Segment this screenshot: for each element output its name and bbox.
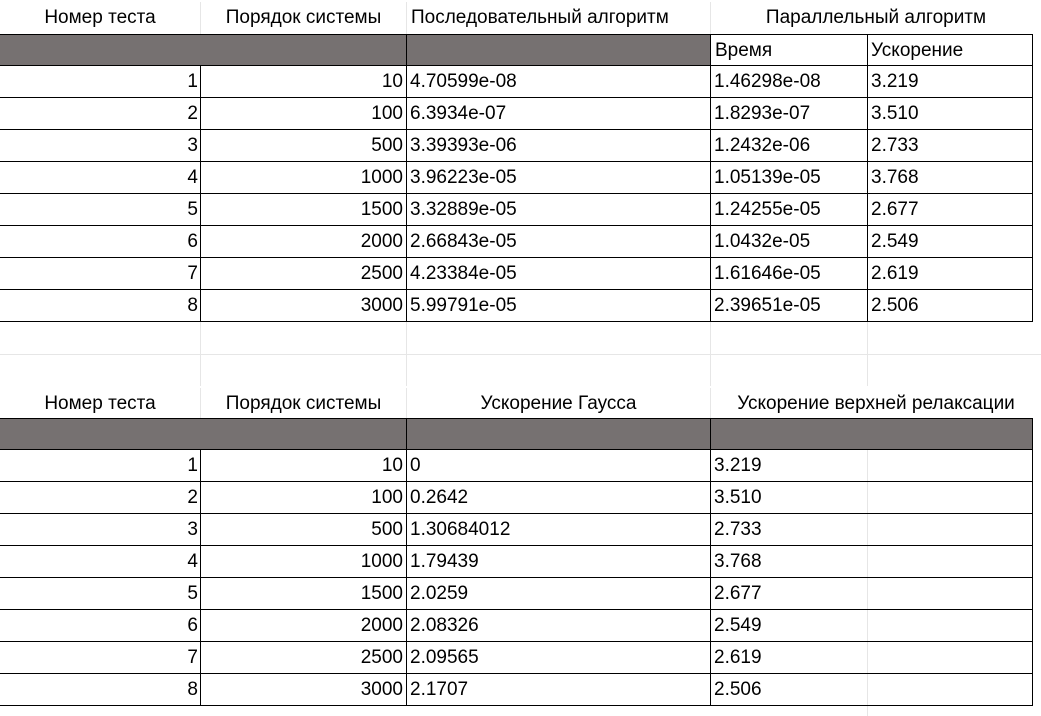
test-number-cell[interactable]: 7 (0, 258, 201, 290)
header-time[interactable]: Время (710, 34, 868, 66)
system-order-cell[interactable]: 10 (200, 450, 407, 482)
grey-band-cell[interactable] (711, 418, 1033, 450)
header-test-number-2[interactable]: Номер теста (44, 393, 156, 414)
sequential-time-cell[interactable]: 3.32889e-05 (406, 194, 711, 226)
system-order-cell[interactable]: 2000 (200, 226, 407, 258)
system-order-cell[interactable]: 100 (200, 482, 407, 514)
sequential-time-cell[interactable]: 6.3934e-07 (406, 98, 711, 130)
grey-band-cell[interactable] (407, 34, 710, 66)
sequential-time-cell[interactable]: 5.99791e-05 (406, 290, 711, 322)
test-number-cell[interactable]: 4 (0, 546, 201, 578)
test-number-cell[interactable]: 3 (0, 514, 201, 546)
system-order-cell[interactable]: 1000 (200, 546, 407, 578)
test-number-cell[interactable]: 7 (0, 642, 201, 674)
speedup-cell[interactable]: 2.677 (867, 194, 1033, 226)
system-order-cell[interactable]: 1500 (200, 578, 407, 610)
system-order-cell[interactable]: 10 (200, 66, 407, 98)
grey-band-cell[interactable] (0, 418, 201, 450)
header-gauss-speedup[interactable]: Ускорение Гаусса (406, 388, 710, 420)
parallel-time-cell[interactable]: 1.05139e-05 (710, 162, 868, 194)
relaxation-speedup-cell[interactable]: 3.219 (710, 450, 1033, 482)
parallel-time-cell[interactable]: 1.46298e-08 (710, 66, 868, 98)
system-order-cell[interactable]: 2500 (200, 258, 407, 290)
sequential-time-cell[interactable]: 3.39393e-06 (406, 130, 711, 162)
system-order-cell[interactable]: 3000 (200, 674, 407, 706)
system-order-cell[interactable]: 500 (200, 514, 407, 546)
parallel-time-cell[interactable]: 2.39651e-05 (710, 290, 868, 322)
sequential-time-cell[interactable]: 4.70599e-08 (406, 66, 711, 98)
system-order-cell[interactable]: 1000 (200, 162, 407, 194)
grey-band-cell[interactable] (407, 418, 711, 450)
header-system-order[interactable]: Порядок системы (200, 2, 406, 34)
header-relaxation-speedup[interactable]: Ускорение верхней релаксации (710, 388, 1041, 420)
grid-line (0, 354, 1041, 355)
speedup-cell[interactable]: 3.768 (867, 162, 1033, 194)
relaxation-speedup-cell[interactable]: 2.549 (710, 610, 1033, 642)
test-number-cell[interactable]: 2 (0, 98, 201, 130)
test-number-cell[interactable]: 1 (0, 66, 201, 98)
grey-band-cell[interactable] (0, 34, 201, 66)
header-test-number[interactable]: Номер теста (44, 7, 156, 28)
system-order-cell[interactable]: 1500 (200, 194, 407, 226)
system-order-cell[interactable]: 500 (200, 130, 407, 162)
parallel-time-cell[interactable]: 1.2432e-06 (710, 130, 868, 162)
test-number-cell[interactable]: 4 (0, 162, 201, 194)
sequential-time-cell[interactable]: 3.96223e-05 (406, 162, 711, 194)
relaxation-speedup-cell[interactable]: 2.677 (710, 578, 1033, 610)
system-order-cell[interactable]: 3000 (200, 290, 407, 322)
header-parallel-algorithm[interactable]: Параллельный алгоритм (710, 2, 1041, 34)
parallel-time-cell[interactable]: 1.61646e-05 (710, 258, 868, 290)
relaxation-speedup-cell[interactable]: 2.733 (710, 514, 1033, 546)
gauss-speedup-cell[interactable]: 2.1707 (406, 674, 711, 706)
test-number-cell[interactable]: 3 (0, 130, 201, 162)
relaxation-speedup-cell[interactable]: 3.510 (710, 482, 1033, 514)
gauss-speedup-cell[interactable]: 0.2642 (406, 482, 711, 514)
header-speedup[interactable]: Ускорение (867, 34, 1033, 66)
test-number-cell[interactable]: 8 (0, 290, 201, 322)
relaxation-speedup-cell[interactable]: 2.506 (710, 674, 1033, 706)
sequential-time-cell[interactable]: 2.66843e-05 (406, 226, 711, 258)
grid-line (867, 322, 868, 386)
test-number-cell[interactable]: 6 (0, 610, 201, 642)
header-sequential-algorithm[interactable]: Последовательный алгоритм (406, 2, 710, 34)
parallel-time-cell[interactable]: 1.8293e-07 (710, 98, 868, 130)
grey-band-cell[interactable] (201, 418, 407, 450)
system-order-cell[interactable]: 2500 (200, 642, 407, 674)
speedup-cell[interactable]: 2.549 (867, 226, 1033, 258)
gauss-speedup-cell[interactable]: 1.79439 (406, 546, 711, 578)
speedup-cell[interactable]: 2.506 (867, 290, 1033, 322)
grid-line (710, 322, 711, 386)
sequential-time-cell[interactable]: 4.23384e-05 (406, 258, 711, 290)
grey-band-cell[interactable] (201, 34, 407, 66)
grid-line (406, 322, 407, 386)
gauss-speedup-cell[interactable]: 0 (406, 450, 711, 482)
header-system-order-2[interactable]: Порядок системы (200, 388, 406, 420)
gauss-speedup-cell[interactable]: 2.0259 (406, 578, 711, 610)
speedup-cell[interactable]: 2.619 (867, 258, 1033, 290)
gauss-speedup-cell[interactable]: 2.09565 (406, 642, 711, 674)
test-number-cell[interactable]: 2 (0, 482, 201, 514)
test-number-cell[interactable]: 5 (0, 194, 201, 226)
test-number-cell[interactable]: 6 (0, 226, 201, 258)
grid-line (200, 322, 201, 386)
gauss-speedup-cell[interactable]: 2.08326 (406, 610, 711, 642)
parallel-time-cell[interactable]: 1.0432e-05 (710, 226, 868, 258)
relaxation-speedup-cell[interactable]: 3.768 (710, 546, 1033, 578)
test-number-cell[interactable]: 5 (0, 578, 201, 610)
system-order-cell[interactable]: 2000 (200, 610, 407, 642)
relaxation-speedup-cell[interactable]: 2.619 (710, 642, 1033, 674)
system-order-cell[interactable]: 100 (200, 98, 407, 130)
gauss-speedup-cell[interactable]: 1.30684012 (406, 514, 711, 546)
speedup-cell[interactable]: 2.733 (867, 130, 1033, 162)
test-number-cell[interactable]: 1 (0, 450, 201, 482)
speedup-cell[interactable]: 3.510 (867, 98, 1033, 130)
test-number-cell[interactable]: 8 (0, 674, 201, 706)
speedup-cell[interactable]: 3.219 (867, 66, 1033, 98)
parallel-time-cell[interactable]: 1.24255e-05 (710, 194, 868, 226)
